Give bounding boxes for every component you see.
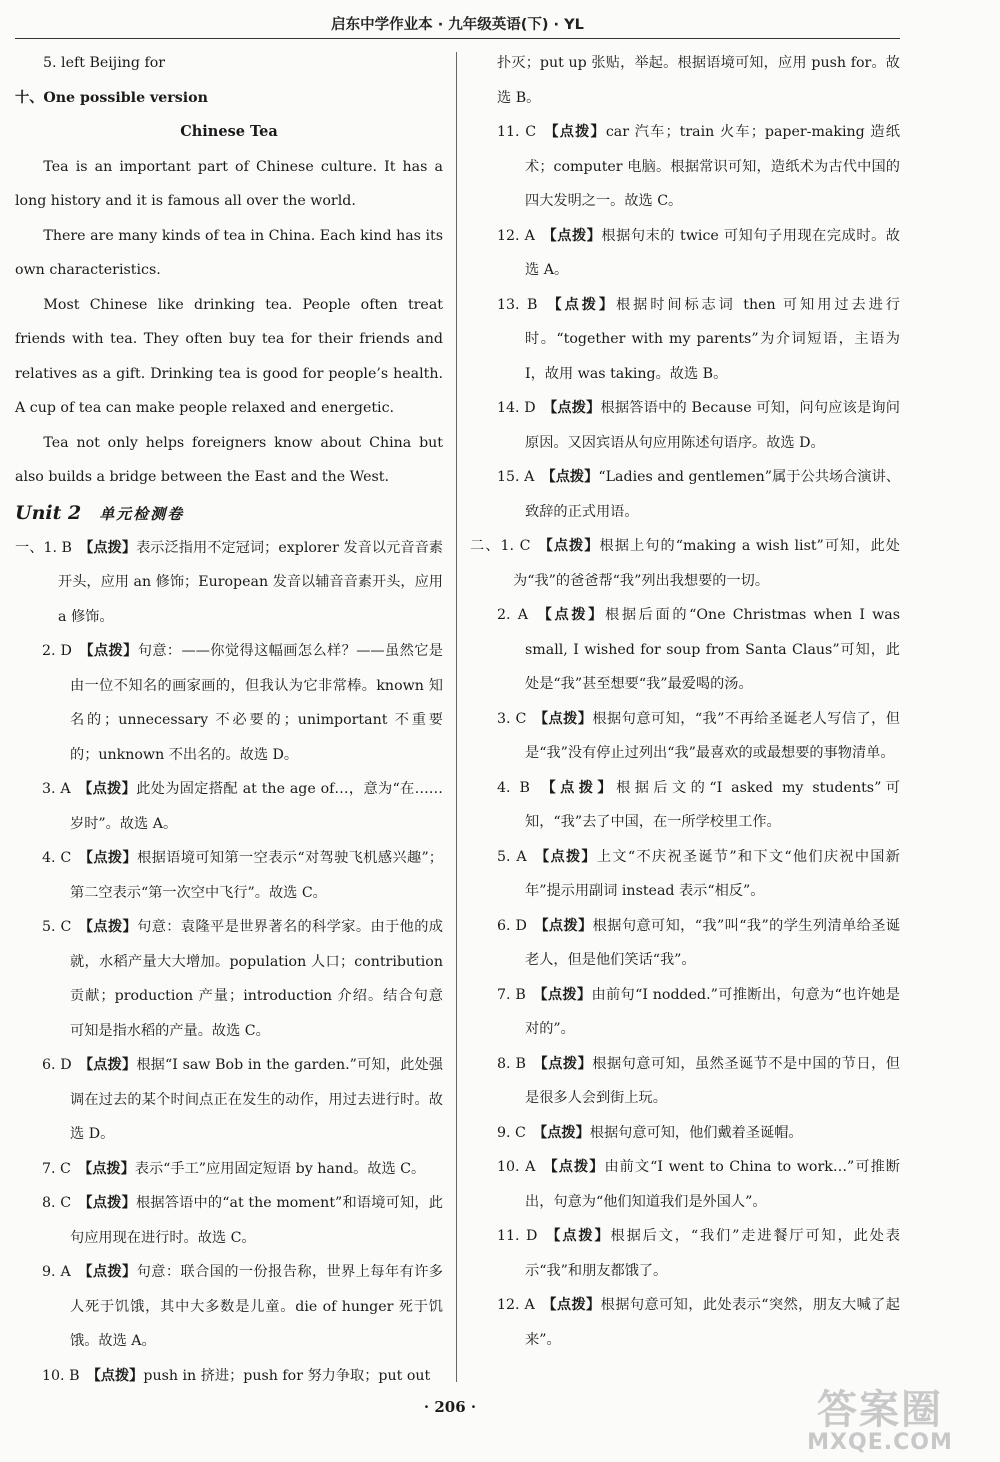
- answer-item: [470, 909, 900, 978]
- answer-text: 根据语境可知第一空表示“对驾驶飞机感兴趣”；第二空表示“第一次空中飞行”。故选 C。: [70, 850, 443, 901]
- answer-text: 根据句意可知，“我”不再给圣诞老人写信了，但是“我”没有停止过列出“我”最喜欢的或最想要的事物清单。: [525, 710, 900, 761]
- answer-item: [15, 772, 443, 841]
- answer-number: 5. C: [42, 919, 72, 935]
- answer-text: push in 挤进；push for 努力争取；put out: [143, 1367, 431, 1384]
- answer-text: 根据后面的“One Christmas when I was small, I wished for soup from Santa Claus”可知，此处是“我”甚至想要“我”最爱喝的汤。: [525, 607, 900, 692]
- answer-number: 5. A: [497, 848, 527, 865]
- answer-number: 9. C: [497, 1124, 526, 1141]
- hint-tag: 【点拨】: [533, 848, 597, 865]
- answer-number: 4. C: [42, 850, 72, 866]
- answer-text: “Ladies and gentlemen”属于公共场合演讲、致辞的正式用语。: [525, 469, 900, 520]
- answer-text: 此处为固定搭配 at the age of…，意为“在……岁时”。故选 A。: [70, 781, 443, 832]
- answer-number: 7. B: [497, 986, 526, 1003]
- hint-tag: 【点拨】: [79, 539, 137, 556]
- hint-tag: 【点拨】: [77, 781, 137, 797]
- answer-item: [15, 841, 443, 910]
- hint-tag: 【点拨】: [537, 779, 617, 796]
- unit-subtitle: 单元检测卷: [99, 504, 185, 523]
- hint-tag: 【点拨】: [544, 296, 616, 313]
- answer-text: 根据“I saw Bob in the garden.”可知，此处强调在过去的某个时间点正在发生的动作，用过去进行时。故选 D。: [70, 1057, 443, 1142]
- answer-item: [470, 598, 900, 702]
- answer-text: 根据后文的“I asked my students”可知，“我”去了中国，在一所学校里工作。: [525, 779, 900, 830]
- answer-item: [470, 460, 900, 529]
- hint-tag: 【点拨】: [532, 986, 592, 1003]
- answer-text: 根据答语中的“at the moment”和语境可知，此句应用现在进行时。故选 C。: [70, 1195, 443, 1246]
- hint-tag: 【点拨】: [533, 917, 593, 934]
- answer-text: 根据句末的 twice 可知句子用现在完成时。故选 A。: [525, 227, 900, 278]
- answer-item: [470, 391, 900, 460]
- hint-tag: 【点拨】: [543, 124, 606, 140]
- answer-number: 6. D: [497, 917, 527, 934]
- essay-title: Chinese Tea: [180, 123, 278, 140]
- hint-tag: 【点拨】: [78, 1057, 137, 1073]
- answer-item: [15, 531, 443, 635]
- answer-item: [15, 634, 443, 772]
- answer-text: 根据句意可知，此处表示“突然，朋友大喊了起来”。: [525, 1297, 900, 1348]
- answer-text: 由前句“I nodded.”可推断出，句意为“也许她是对的”。: [525, 986, 900, 1037]
- answer-text: 根据后文，“我们”走进餐厅可知，此处表示“我”和朋友都饿了。: [525, 1228, 900, 1279]
- answer-text: 根据时间标志词 then 可知用过去进行时。“together with my parents”为介词短语，主语为 I，故用 was taking。故选 B。: [525, 296, 900, 382]
- answer-number: 一、1. B: [15, 539, 72, 556]
- right-answer-list-a: [470, 115, 900, 529]
- answer-text: 根据上句的“making a wish list”可知，此处为“我”的爸爸帮“我”列出我想要的一切。: [513, 538, 900, 589]
- answer-text: 由前文“I went to China to work…”可推断出，句意为“他们知道我们是外国人”。: [525, 1159, 900, 1210]
- column-divider: [456, 52, 457, 1382]
- answer-item: [470, 529, 900, 598]
- hint-tag: 【点拨】: [78, 919, 138, 935]
- answer-number: 7. C: [42, 1160, 71, 1177]
- answer-number: 8. B: [497, 1055, 526, 1072]
- answer-number: 4. B: [497, 779, 530, 796]
- right-column: [470, 46, 900, 1357]
- unit-heading: [15, 495, 443, 531]
- answer-text: car 汽车；train 火车；paper-making 造纸术；computer 电脑。根据常识可知，造纸术为古代中国的四大发明之一。故选 C。: [525, 124, 900, 209]
- answer-number: 10. A: [497, 1159, 536, 1175]
- watermark-logo: [780, 1388, 980, 1458]
- answer-text: 表示泛指用不定冠词；explorer 发音以元音音素开头，应用 an 修饰；European 发音以辅音音素开头，应用 a 修饰。: [58, 539, 443, 625]
- answer-number: 6. D: [42, 1057, 72, 1073]
- answer-number: 11. C: [497, 124, 537, 140]
- answer-number: 12. A: [497, 227, 535, 244]
- hint-tag: 【点拨】: [537, 538, 600, 554]
- answer-text: 句意：——你觉得这幅画怎么样？——虽然它是由一位不知名的画家画的，但我认为它非常棒。known 知名的；unnecessary 不必要的；unimportant 不重要的；unknown 不出名的。故选 D。: [70, 643, 443, 763]
- hint-tag: 【点拨】: [78, 1160, 135, 1177]
- answer-item: [470, 702, 900, 771]
- page-number: · 206 ·: [423, 1398, 477, 1416]
- hint-tag: 【点拨】: [542, 400, 601, 416]
- answer-number: 12. A: [497, 1297, 535, 1313]
- answer-number: 14. D: [497, 400, 536, 416]
- answer-item-5: 5. left Beijing for: [43, 55, 166, 71]
- hint-tag: 【点拨】: [86, 1367, 144, 1384]
- answer-item: [470, 115, 900, 219]
- answer-item: [470, 1150, 900, 1219]
- answer-item: [470, 219, 900, 288]
- hint-tag: 【点拨】: [533, 1124, 590, 1141]
- answer-item: [15, 1186, 443, 1255]
- answer-number: 二、1. C: [470, 538, 531, 554]
- hint-tag: 【点拨】: [541, 469, 599, 485]
- answer-number: 13. B: [497, 296, 538, 313]
- answer-item: [470, 840, 900, 909]
- essay-paragraph: Tea not only helps foreigners know about China but also builds a bridge between the East and the West.: [15, 434, 443, 485]
- hint-tag: 【点拨】: [541, 1297, 601, 1313]
- hint-tag: 【点拨】: [77, 1264, 137, 1280]
- answer-number: 2. A: [497, 607, 528, 623]
- answer-text: 根据句意可知，虽然圣诞节不是中国的节日，但是很多人会到街上玩。: [525, 1055, 900, 1106]
- hint-tag: 【点拨】: [541, 227, 602, 244]
- answer-continuation: 扑灭；put up 张贴，举起。根据语境可知，应用 push for。故选 B。: [497, 55, 900, 106]
- answer-number: 10. B: [42, 1367, 80, 1384]
- right-answer-list-b: [470, 529, 900, 1357]
- answer-item: [15, 1048, 443, 1152]
- answer-item: [15, 1359, 443, 1394]
- answer-text: 根据答语中的 Because 可知，问句应该是询问原因。又因宾语从句应用陈述句语序。故选 D。: [525, 400, 900, 451]
- answer-item: [470, 771, 900, 840]
- answer-text: 根据句意可知，他们戴着圣诞帽。: [589, 1124, 803, 1141]
- essay-paragraph: Tea is an important part of Chinese culture. It has a long history and it is famous all over the world.: [15, 158, 443, 209]
- section-ten-heading: 十、One possible version: [15, 89, 208, 106]
- answer-item: [470, 1047, 900, 1116]
- essay-paragraph: Most Chinese like drinking tea. People often treat friends with tea. They often buy tea for their friends and relatives as a gift. Drinking tea is good for people’s health. A cup of tea can make people relaxed and energetic.: [15, 296, 443, 416]
- answer-item: [15, 1255, 443, 1359]
- answer-item: [15, 1152, 443, 1187]
- answer-item: [470, 1288, 900, 1357]
- page-header: 启东中学作业本 · 九年级英语(下) · YL: [15, 14, 900, 39]
- watermark-text: 答案圈: [817, 1387, 943, 1433]
- left-answer-list: [15, 531, 443, 1394]
- answer-item: [470, 978, 900, 1047]
- hint-tag: 【点拨】: [533, 710, 593, 727]
- hint-tag: 【点拨】: [542, 1159, 605, 1175]
- watermark-url: MXQE.COM: [807, 1430, 953, 1455]
- hint-tag: 【点拨】: [544, 1228, 611, 1244]
- hint-tag: 【点拨】: [78, 643, 138, 659]
- answer-text: 句意：袁隆平是世界著名的科学家。由于他的成就，水稻产量大大增加。population 人口；contribution 贡献；production 产量；introduction 介绍。结合句意可知是指水稻的产量。故选 C。: [70, 919, 443, 1039]
- left-column: [15, 46, 443, 1393]
- answer-number: 2. D: [42, 643, 72, 659]
- answer-number: 9. A: [42, 1264, 71, 1280]
- answer-text: 根据句意可知，“我”叫“我”的学生列清单给圣诞老人，但是他们笑话“我”。: [525, 917, 901, 968]
- answer-item: [470, 1219, 900, 1288]
- unit-title: Unit 2: [15, 501, 82, 524]
- answer-item: [15, 910, 443, 1048]
- answer-number: 11. D: [497, 1228, 538, 1244]
- answer-number: 3. A: [42, 781, 71, 797]
- hint-tag: 【点拨】: [533, 1055, 593, 1072]
- answer-item: [470, 288, 900, 392]
- answer-number: 15. A: [497, 469, 535, 485]
- hint-tag: 【点拨】: [78, 850, 138, 866]
- answer-text: 上文“不庆祝圣诞节”和下文“他们庆祝中国新年”提示用副词 instead 表示“相反”。: [525, 848, 900, 899]
- answer-text: 句意：联合国的一份报告称，世界上每年有许多人死于饥饿，其中大多数是儿童。die of hunger 死于饥饿。故选 A。: [70, 1264, 443, 1349]
- answer-number: 3. C: [497, 710, 527, 727]
- answer-number: 8. C: [42, 1195, 72, 1211]
- answer-text: 表示“手工”应用固定短语 by hand。故选 C。: [134, 1160, 426, 1177]
- answer-item: [470, 1116, 900, 1151]
- hint-tag: 【点拨】: [535, 607, 606, 623]
- essay-paragraph: There are many kinds of tea in China. Each kind has its own characteristics.: [15, 227, 443, 278]
- hint-tag: 【点拨】: [78, 1195, 136, 1211]
